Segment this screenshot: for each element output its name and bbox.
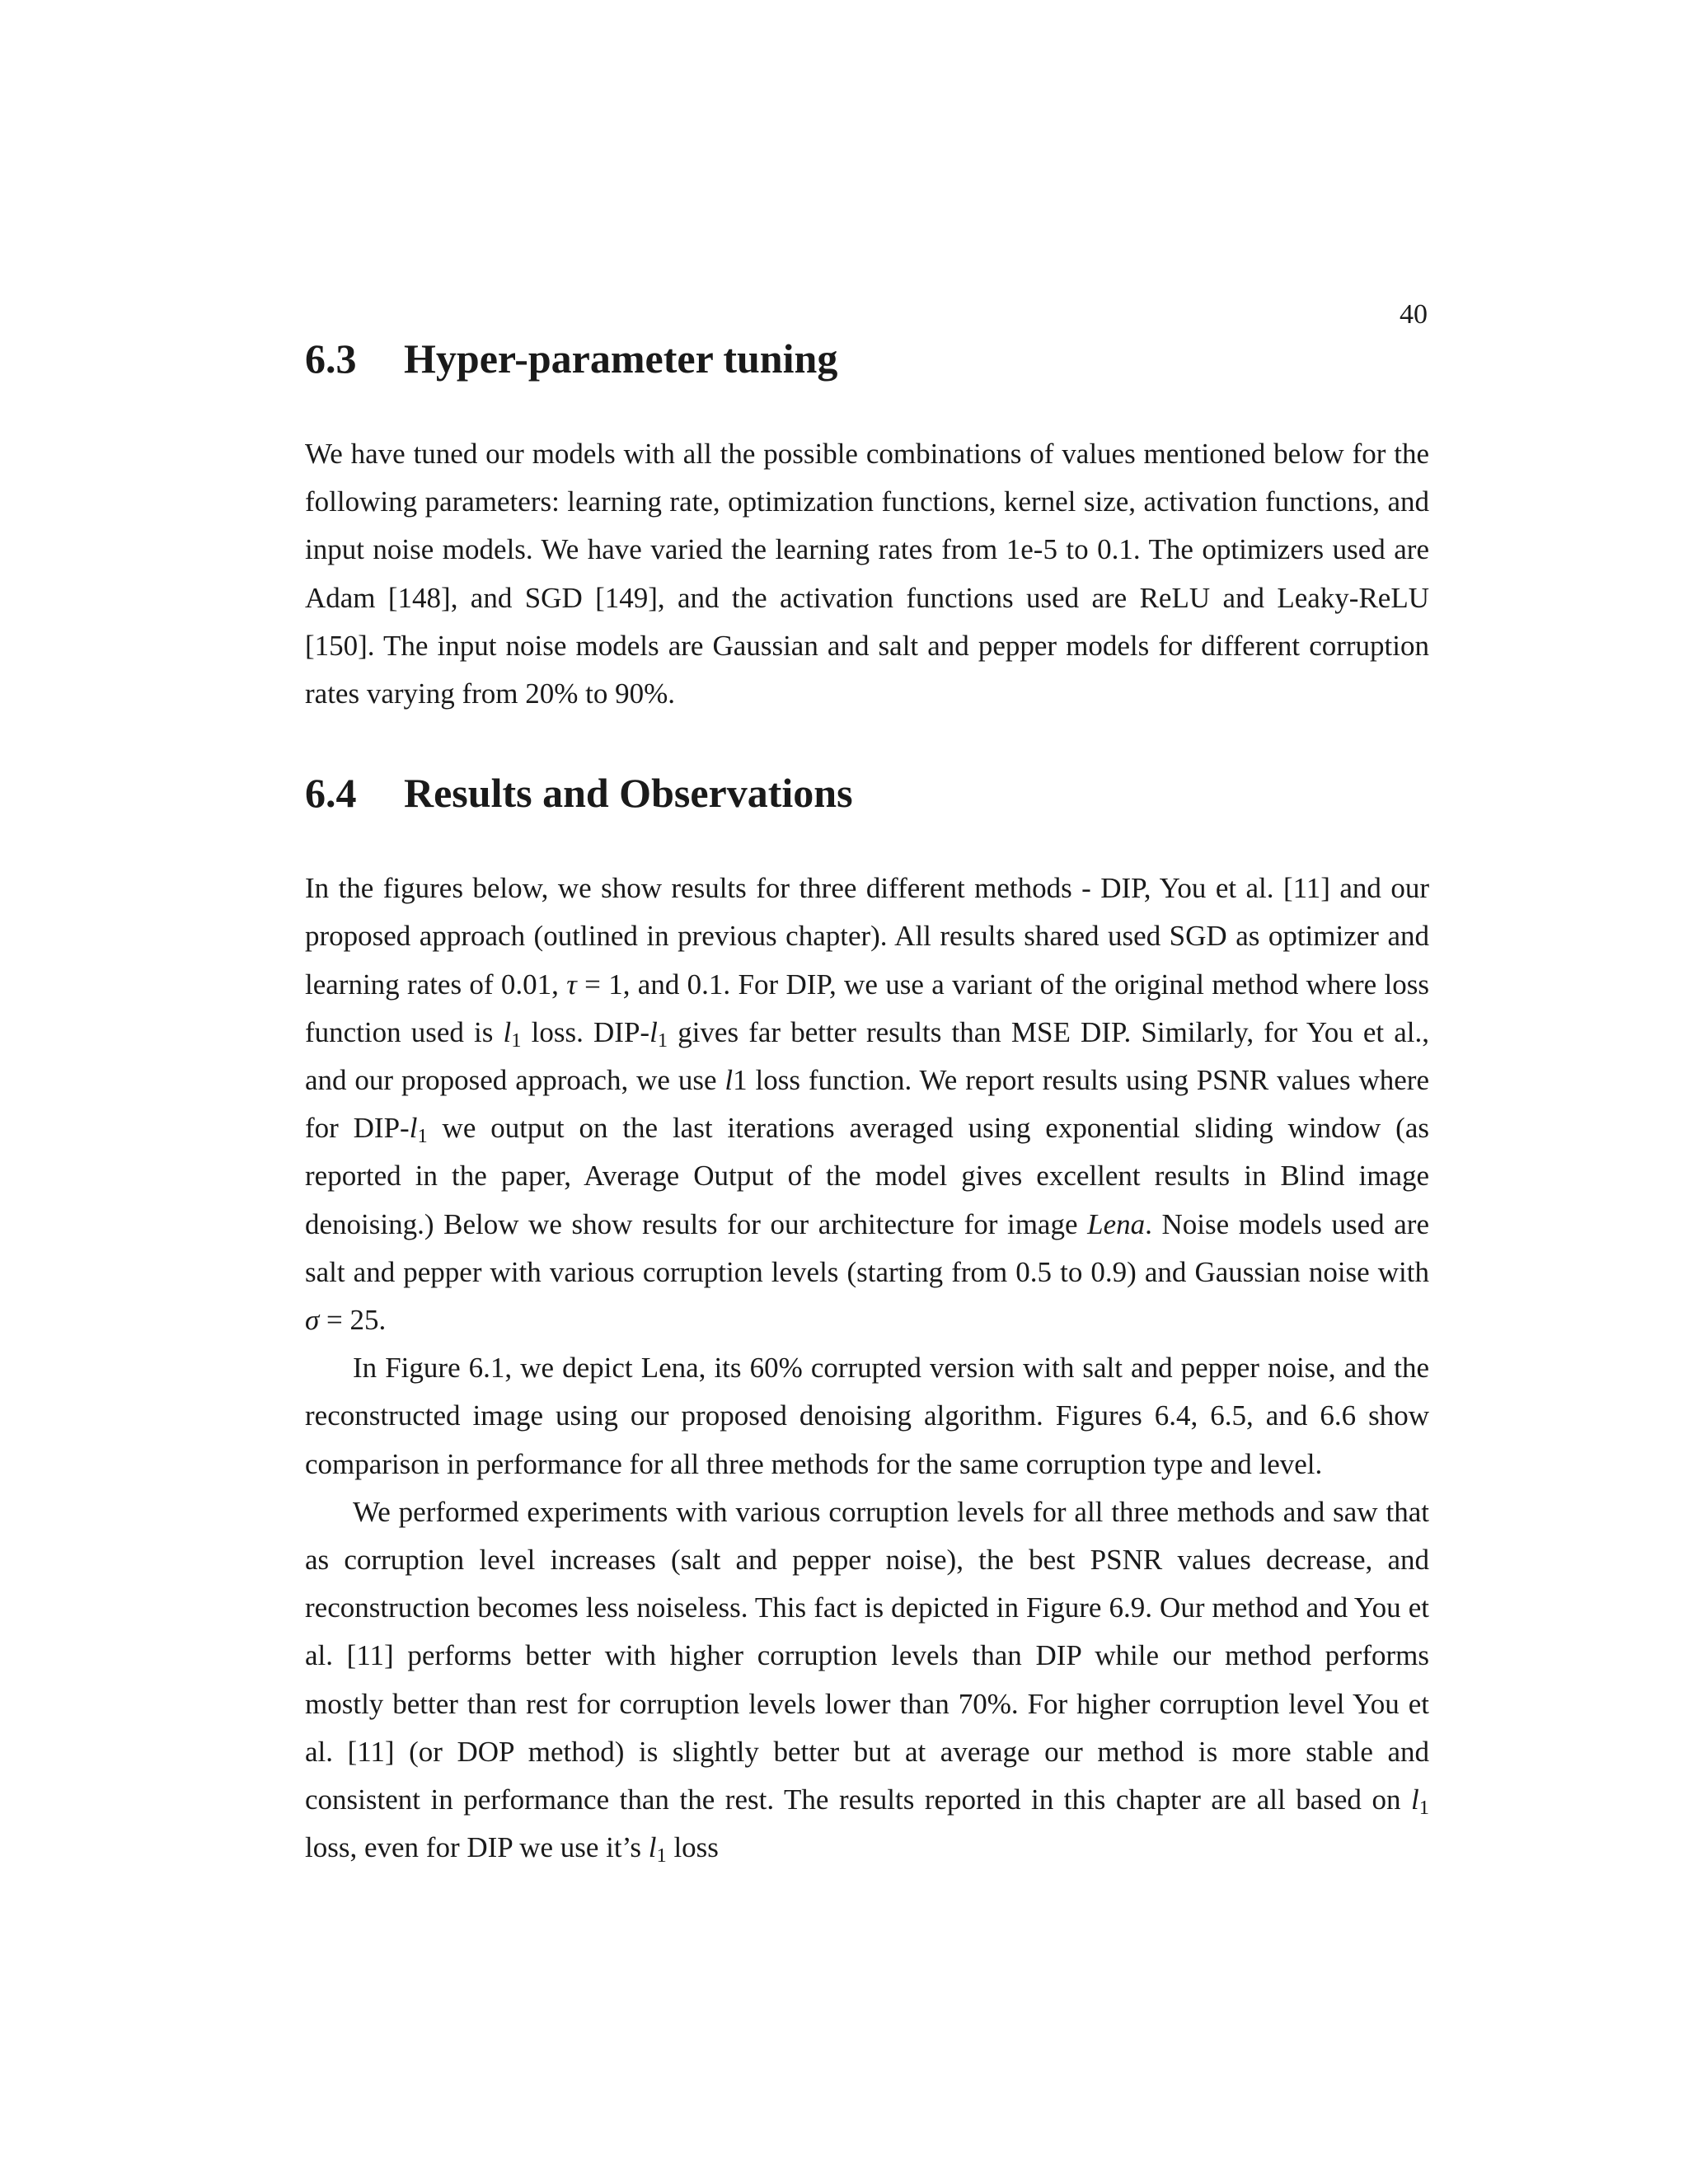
text-run: In the figures below, we show results for three different methods - DIP, You et al. [11] and our proposed approach (outlined in previous chapter). All results shared used SGD as optimizer and learning rates of 0.01, <box>305 872 1429 1001</box>
math-l: l <box>648 1831 657 1864</box>
text-run: We performed experiments with various corruption levels for all three methods and saw that as corruption level increases (salt and pepper noise), the best PSNR values decrease, and reconstruction becomes less noiseless. This fact is depicted in Figure 6.9. Our method and You et al. [11] performs better with higher corruption levels than DIP while our method performs mostly better than rest for corruption levels lower than 70%. For higher corruption level You et al. [11] (or DOP method) is slightly better but at average our method is more stable and consistent in performance than the rest. The results reported in this chapter are all based on <box>305 1495 1429 1816</box>
text-run: . Noise models used are salt and pepper with various corruption levels (starting from 0.5 to 0.9) and Gaussian noise with <box>305 1207 1429 1288</box>
math-l: l <box>649 1015 658 1048</box>
math-subscript: 1 <box>656 1844 667 1868</box>
text-run: 1 loss function. We report results using PSNR values where for DIP- <box>305 1064 1429 1145</box>
section-heading-6-3 <box>305 330 1429 387</box>
page-content <box>305 330 1429 1872</box>
math-subscript: 1 <box>1418 1797 1429 1820</box>
section-title: Hyper-parameter tuning <box>404 335 838 382</box>
text-run: = 25. <box>319 1304 387 1337</box>
section-number: 6.4 <box>305 770 357 817</box>
text-run: we output on the last iterations averaged using exponential sliding window (as reported in the paper, Average Output of the model gives excellent results in Blind image denoising.) Below we show results for our architecture for image <box>305 1112 1429 1240</box>
math-tau: τ <box>566 968 577 1001</box>
math-l: l <box>1411 1783 1419 1816</box>
text-run: = 1, and 0.1. For DIP, we use a variant of the original method where loss function used is <box>305 968 1429 1048</box>
paragraph-figure-description: In Figure 6.1, we depict Lena, its 60% corrupted version with salt and pepper noise, and the reconstructed image using our proposed denoising algorithm. Figures 6.4, 6.5, and 6.6 show comparison in performance for all three methods for the same corruption type and level. <box>305 1352 1429 1480</box>
text-run: gives far better results than MSE DIP. Similarly, for You et al., and our proposed approach, we use <box>305 1015 1429 1097</box>
paragraph-hyperparameter-tuning: We have tuned our models with all the possible combinations of values mentioned below for the following parameters: learning rate, optimization functions, kernel size, activation functions, and input noise models. We have varied the learning rates from 1e-5 to 0.1. The optimizers used are Adam [148], and SGD [149], and the activation functions used are ReLU and Leaky-ReLU [150]. The input noise models are Gaussian and salt and pepper models for different corruption rates varying from 20% to 90%. <box>305 438 1429 710</box>
math-l: l <box>409 1112 418 1145</box>
paragraph-corruption-experiments <box>305 1488 1429 1872</box>
text-run: loss. DIP- <box>521 1015 650 1048</box>
math-subscript: 1 <box>657 1029 668 1052</box>
image-name-lena: Lena <box>1087 1207 1146 1240</box>
text-run: loss <box>666 1831 719 1864</box>
paragraph-results-intro <box>305 865 1429 1344</box>
math-sigma: σ <box>305 1304 320 1337</box>
page-number: 40 <box>1400 299 1428 330</box>
section-title: Results and Observations <box>404 770 853 817</box>
math-subscript: 1 <box>511 1029 522 1052</box>
section-heading-6-4 <box>305 764 1429 822</box>
text-run: loss, even for DIP we use it’s <box>305 1831 649 1864</box>
math-l: l <box>724 1064 734 1097</box>
section-number: 6.3 <box>305 335 357 382</box>
math-subscript: 1 <box>417 1125 428 1148</box>
math-l: l <box>503 1015 512 1048</box>
